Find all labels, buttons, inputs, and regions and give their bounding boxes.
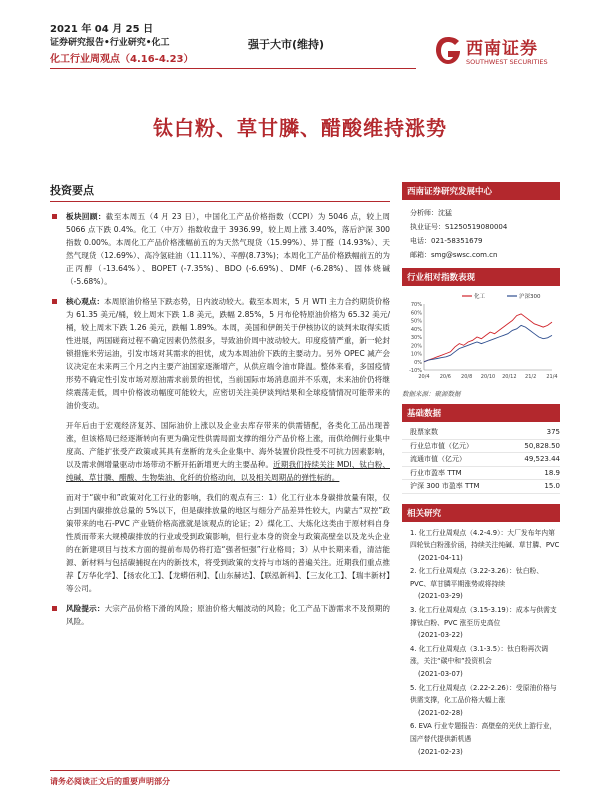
sector-review-text: 截至本周五（4 月 23 日），中国化工产品价格指数（CCPI）为 5046 点，较上周 5066 点下跌 0.4%。化工（中万）指数收盘于 3936.99，较上周上涨 3.40%，落后沪深 300 指数 0.00%。本周化工产品价格涨幅前五的为天然气现货（15.99%）、异丁醛（14.93%）、天然气现货（12.69%）、高冷氢硅油（11.11%）、辛醇(8.73%)；本周化工产品价格跌幅前五的为正丙醇（-13.64%）、BOPET (-7.35%)、BDO (-6.69%)、DMF (-6.28%)、固体烧碱（-5.68%）。 [66, 212, 390, 286]
x-tick-label: 20/6 [439, 374, 451, 380]
header-divider [50, 68, 416, 69]
chart-source: 数据来源：聚源数据 [402, 390, 461, 398]
y-tick-label: 20% [410, 343, 422, 350]
list-item[interactable] [410, 527, 560, 565]
x-tick-label: 20/12 [502, 374, 517, 380]
y-tick-label: 0% [414, 359, 422, 366]
related-research-list [402, 522, 560, 759]
related-date: (2021-04-11) [418, 553, 463, 562]
row-value: 15.0 [544, 482, 560, 490]
y-tick-label: 50% [410, 318, 422, 325]
related-date: (2021-03-22) [418, 631, 463, 640]
footer-divider [50, 770, 560, 771]
list-item[interactable] [410, 682, 560, 720]
related-date: (2021-03-29) [418, 592, 463, 601]
footer-disclaimer: 请务必阅读正文后的重要声明部分 [50, 777, 170, 786]
sidebar [402, 182, 560, 759]
legend-label: 化工 [474, 294, 486, 300]
related-date: (2021-02-23) [418, 747, 463, 756]
logo-text-cn: 西南证券 [466, 39, 538, 59]
summary-heading: 投资要点 [50, 182, 390, 202]
row-key: 行业总市值（亿元） [410, 441, 473, 450]
y-tick-label: 30% [410, 335, 422, 341]
analyst-name: 分析师：沈猛 [410, 209, 452, 217]
analyst-info [402, 200, 560, 268]
x-tick-label: 20/8 [461, 374, 473, 380]
x-tick-label: 21/2 [525, 374, 537, 380]
y-tick-label: 10% [410, 351, 422, 358]
logo-text-en: SOUTHWEST SECURITIES [466, 58, 548, 66]
basic-data-heading: 基础数据 [402, 404, 560, 422]
analyst-heading: 西南证券研究发展中心 [402, 182, 560, 200]
price-trend-focus-text: 近期我们持续关注 MDI、钛白粉、纯碱、草甘膦、醋酸、生物柴油、化纤的价格动向，以及相关周期品的弹性标的。 [66, 460, 390, 482]
core-view-text: 本周原油价格呈下跌态势，日内波动较大。截至本周末，5 月 WTI 主力合约期货价格为 61.35 美元/桶，较上周末下跌 1.8 美元，跌幅 2.85%，5 月布伦特原油价格为 65.32 美元/桶，较上周末下跌 1.26 美元，跌幅 1.89%。本周，美国和伊朗关于伊核协议的谈判未取得实质性进展，两国磋商过程不确定因素仍然很多，导致油价周中波动较大。印度疫情严重，新一轮封锁措施米劳运油，引发市场对其需求的担忧，成为本周油价下跌的主要动力。另外 OPEC 减产会议决定在未来两三个月之内主要产油国家逐渐增产，从供应端令油市降温。整体来看，多国疫情形势不确定性引发市场对原油需求前景的担忧，当前国际市场消息面并不乐观，未来油价仍将继续震荡走低，周中价格波动幅度可能较大，应密切关注美伊谈判结果和全球疫情情况可能带来的油价变动。 [66, 297, 390, 410]
relative-index-chart [402, 290, 560, 386]
list-item[interactable] [410, 720, 560, 758]
logo-mark-icon [434, 36, 462, 66]
basic-data-table [402, 422, 560, 494]
series-line [424, 314, 552, 362]
performance-heading: 行业相对指数表现 [402, 268, 560, 286]
price-trend-text: 开年后由于宏观经济复苏、国际油价上涨以及企业去库存带来的供需错配，各类化工品出现普涨，但该格局已经逐渐转向有更为确定性供需局面支撑的细分产品价格上涨，而供给侧行业集中度高、产能扩张受产政策或其具有垄断的龙头企业集中、海外装置价段性受不可抗力因素影响，以及需求侧增量驱动市场带动不断开拓新增更大的主要品种。 [66, 421, 390, 469]
sector-review-label: 板块回顾： [66, 212, 106, 221]
report-series: 化工行业周观点（4.16-4.23） [50, 54, 194, 65]
risk-text: 大宗产品价格下滑的风险；原油价格大幅波动的风险；化工产品下游需求不及预期的风险。 [66, 604, 391, 626]
related-title: 6. EVA 行业专题报告：高壁垒的光伏上游行业，国产替代提供新机遇 [410, 722, 557, 743]
list-item[interactable] [410, 643, 560, 681]
list-item[interactable] [410, 604, 560, 642]
y-tick-label: -10% [409, 368, 422, 374]
report-title: 钛白粉、草甘膦、醋酸维持涨势 [153, 116, 447, 140]
analyst-email[interactable]: 邮箱：smg@swsc.com.cn [410, 251, 498, 259]
basic-data-row [402, 426, 560, 440]
chart-svg [402, 290, 560, 386]
row-value: 50,828.50 [524, 441, 560, 450]
related-title: 2. 化工行业周观点（3.22-3.26）：钛白粉、PVC、草甘膦平期涨势或将持续 [410, 567, 544, 588]
row-value: 49,523.44 [524, 455, 560, 463]
related-date: (2021-02-28) [418, 708, 463, 717]
related-research-heading: 相关研究 [402, 504, 560, 522]
list-item[interactable] [410, 565, 560, 603]
price-trend-paragraph [50, 419, 390, 484]
company-logo [434, 34, 560, 72]
basic-data-row [402, 440, 560, 454]
basic-data-row [402, 480, 560, 494]
y-tick-label: 70% [410, 302, 422, 308]
legend-label: 沪深300 [519, 294, 541, 300]
x-tick-label: 21/4 [546, 374, 558, 380]
sector-review-paragraph [50, 210, 390, 288]
related-title: 4. 化工行业周观点（3.1-3.5）：钛白粉再次调涨，关注“碳中和”投资机会 [410, 644, 549, 666]
analyst-license: 执业证号：S1250519080004 [410, 223, 508, 231]
row-key: 沪深 300 市盈率 TTM [410, 482, 480, 490]
report-category: 证券研究报告•行业研究•化工 [50, 38, 170, 48]
related-title: 5. 化工行业周观点（2.22-2.26）：受原油价格与供需支撑，化工品价格大幅上涨 [410, 683, 557, 705]
core-view-label: 核心观点： [66, 297, 105, 306]
carbon-neutral-paragraph: 而对于“碳中和”政策对化工行业的影响，我们的观点有三：1）化工行业本身碳排放量有限，仅占到国内碳排放总量的 5%以下，但是碳排放量的地区与细分产品差异性较大，内蒙古“双控”政策带来的电石-PVC 产业链价格高涨就是该观点的论证；2）煤化工、大炼化这类由于原材料自身性质而带来大规模碳排放的行业或受到政策影响，但行业本身的资金与政策高壁垒以及龙头企业的在新建项目与技术方面的提前布局仍将打造“强者恒强”行业格局；3）从中长期来看，清洁能源、新材料与包括碳捕捉在内的新技术，将受到政策的支持与市场的普遍关注。近期我们重点推荐【万华化学】、【扬农化工】、【龙蟒佰利】、【山东赫达】、【联泓新科】、【三友化工】、【瑞丰新材】等公司。 [66, 493, 390, 593]
related-title: 3. 化工行业周观点（3.15-3.19）：成本与供需支撑钛白粉、PVC 涨至历史高位 [410, 606, 557, 627]
bullet-icon [52, 299, 57, 304]
related-date: (2021-03-07) [418, 670, 463, 679]
bullet-icon [52, 606, 57, 611]
y-tick-label: 60% [410, 310, 422, 317]
y-tick-label: 40% [410, 326, 422, 333]
series-line [424, 325, 552, 361]
row-value: 375 [546, 428, 560, 436]
report-date: 2021 年 04 月 25 日 [50, 24, 154, 35]
related-title: 1. 化工行业周观点（4.2-4.9）：大厂发布年内第四轮钛白粉涨价函，持续关注纯碱、草甘膦、PVC [410, 528, 560, 550]
x-tick-label: 20/10 [480, 374, 496, 380]
investment-summary [50, 182, 390, 635]
row-key: 行业市盈率 TTM [410, 468, 462, 477]
industry-rating: 强于大市(维持) [248, 38, 325, 51]
risk-label: 风险提示： [66, 604, 105, 613]
risk-paragraph [50, 602, 390, 628]
row-value: 18.9 [544, 468, 560, 477]
row-key: 流通市值（亿元） [410, 455, 466, 463]
row-key: 股票家数 [410, 428, 438, 436]
basic-data-row [402, 453, 560, 467]
core-view-paragraph [50, 295, 390, 412]
bullet-icon [52, 214, 57, 219]
x-tick-label: 20/4 [418, 374, 430, 380]
basic-data-row [402, 467, 560, 481]
analyst-phone: 电话：021-58351679 [410, 237, 483, 245]
